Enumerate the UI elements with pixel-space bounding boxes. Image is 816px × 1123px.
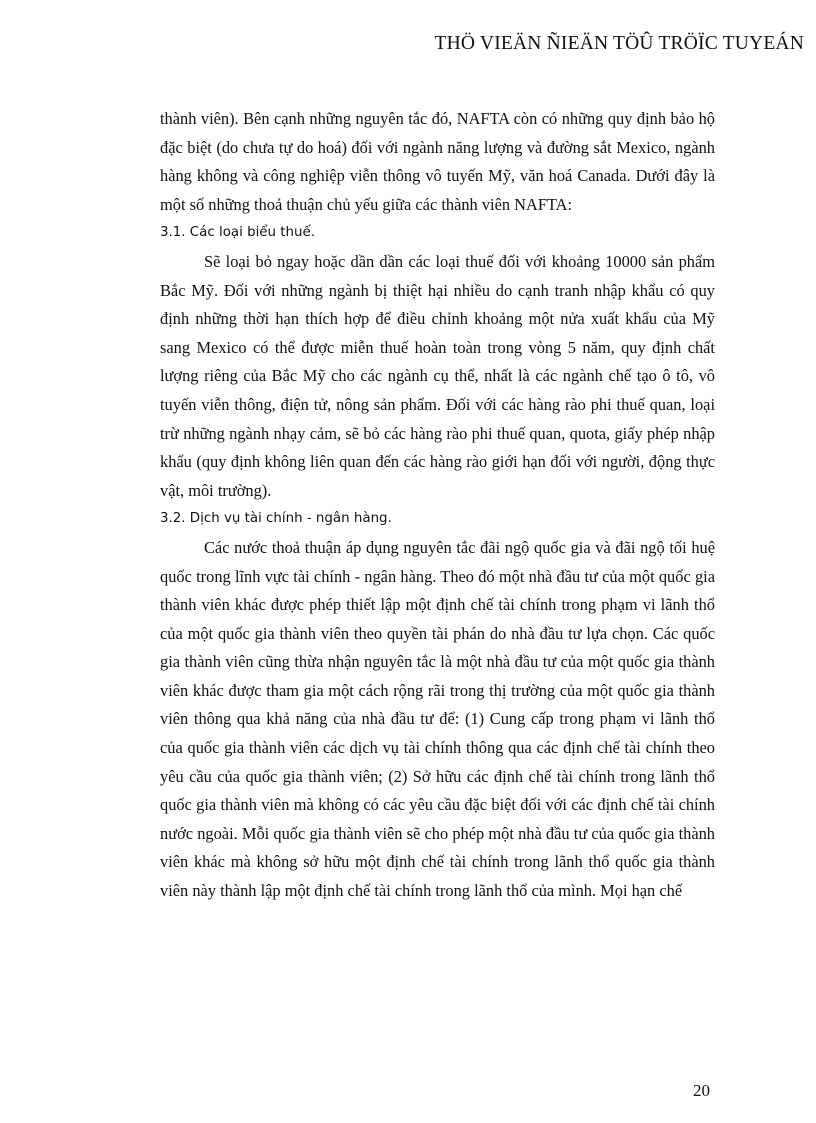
page-number: 20 bbox=[693, 1081, 710, 1100]
section-heading-financial-services: 3.2. Dịch vụ tài chính - ngân hàng. bbox=[160, 511, 392, 527]
section-body-financial-services: Các nước thoả thuận áp dụng nguyên tắc đãi ngộ quốc gia và đãi ngộ tối huệ quốc trong lĩnh vực tài chính - ngân hàng. Theo đó một nhà đầu tư của một quốc gia thành viên khác được phép thiết lập một định chế tài chính trong phạm vi lãnh thổ của một quốc gia thành viên theo quyền tài phán do nhà đầu tư lựa chọn. Các quốc gia thành viên cũng thừa nhận nguyên tắc là một nhà đầu tư của một quốc gia thành viên khác được tham gia một cách rộng rãi trong thị trường của một quốc gia thành viên thông qua khả năng của nhà đầu tư để: (1) Cung cấp trong phạm vi lãnh thổ của quốc gia thành viên các dịch vụ tài chính thông qua các định chế tài chính theo yêu cầu của quốc gia thành viên; (2) Sở hữu các định chế tài chính trong lãnh thổ quốc gia thành viên mà không có các yêu cầu đặc biệt đối với các định chế tài chính nước ngoài. Mỗi quốc gia thành viên sẽ cho phép một nhà đầu tư của quốc gia thành viên khác mà không sở hữu một định chế tài chính trong lãnh thổ quốc gia thành viên này thành lập một định chế tài chính trong lãnh thổ của mình. Mọi hạn chế bbox=[160, 537, 715, 901]
intro-paragraph: thành viên). Bên cạnh những nguyên tắc đó, NAFTA còn có những quy định bảo hộ đặc biệt (do chưa tự do hoá) đối với ngành năng lượng và đường sắt Mexico, ngành hàng không và công nghiệp viễn thông vô tuyến Mỹ, văn hoá Canada. Dưới đây là một số những thoả thuận chủ yếu giữa các thành viên NAFTA: bbox=[160, 109, 715, 214]
section-body-tariffs: Sẽ loại bỏ ngay hoặc dần dần các loại thuế đối với khoảng 10000 sản phẩm Bắc Mỹ. Đối với những ngành bị thiệt hại nhiều do cạnh tranh nhập khẩu có quy định những thời hạn thích hợp để điều chỉnh khoảng một nửa xuất khẩu của Mỹ sang Mexico có thể được miễn thuế hoàn toàn trong vòng 5 năm, quy định chất lượng riêng của Bắc Mỹ cho các ngành cụ thể, nhất là các ngành chế tạo ô tô, vô tuyến viễn thông, điện tử, nông sản phẩm. Đối với các hàng rào phi thuế quan, loại trừ những ngành nhạy cảm, sẽ bỏ các hàng rào phi thuế quan, quota, giấy phép nhập khẩu (quy định không liên quan đến các hàng rào giới hạn đối với người, động thực vật, môi trường). bbox=[160, 251, 715, 500]
section-heading-tariffs: 3.1. Các loại biểu thuế. bbox=[160, 225, 315, 241]
page-body bbox=[160, 105, 715, 906]
running-header: THÖ VIEÄN ÑIEÄN TÖÛ TRÖÏC TUYEÁN bbox=[434, 33, 804, 54]
